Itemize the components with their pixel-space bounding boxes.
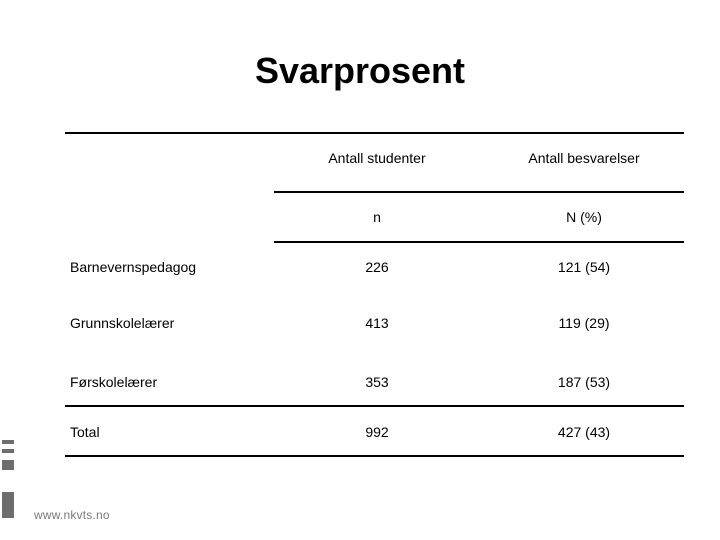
row-label: Førskolelærer <box>70 374 158 390</box>
row-students: 226 <box>365 259 389 275</box>
column-header-responses: Antall besvarelser <box>528 150 640 166</box>
column-header-students: Antall studenter <box>328 150 426 166</box>
row-students: 353 <box>365 374 389 390</box>
row-label: Total <box>70 424 100 440</box>
header-rule <box>274 191 684 193</box>
table-top-rule <box>65 132 684 134</box>
row-responses: 119 (29) <box>558 315 610 331</box>
row-responses: 121 (54) <box>557 259 611 275</box>
table-bottom-rule <box>65 455 684 457</box>
slide-title: Svarprosent <box>254 50 466 91</box>
total-rule <box>65 405 684 407</box>
subheader-n: n <box>373 209 381 225</box>
subheader-n-percent: N (%) <box>566 209 602 225</box>
footer-url: www.nkvts.no <box>34 508 110 522</box>
row-students: 992 <box>365 424 389 440</box>
row-responses: 187 (53) <box>557 374 611 390</box>
row-label: Barnevernspedagog <box>70 259 197 275</box>
row-students: 413 <box>365 315 389 331</box>
subheader-rule <box>274 241 684 243</box>
row-label: Grunnskolelærer <box>70 315 175 331</box>
row-responses: 427 (43) <box>557 424 611 440</box>
